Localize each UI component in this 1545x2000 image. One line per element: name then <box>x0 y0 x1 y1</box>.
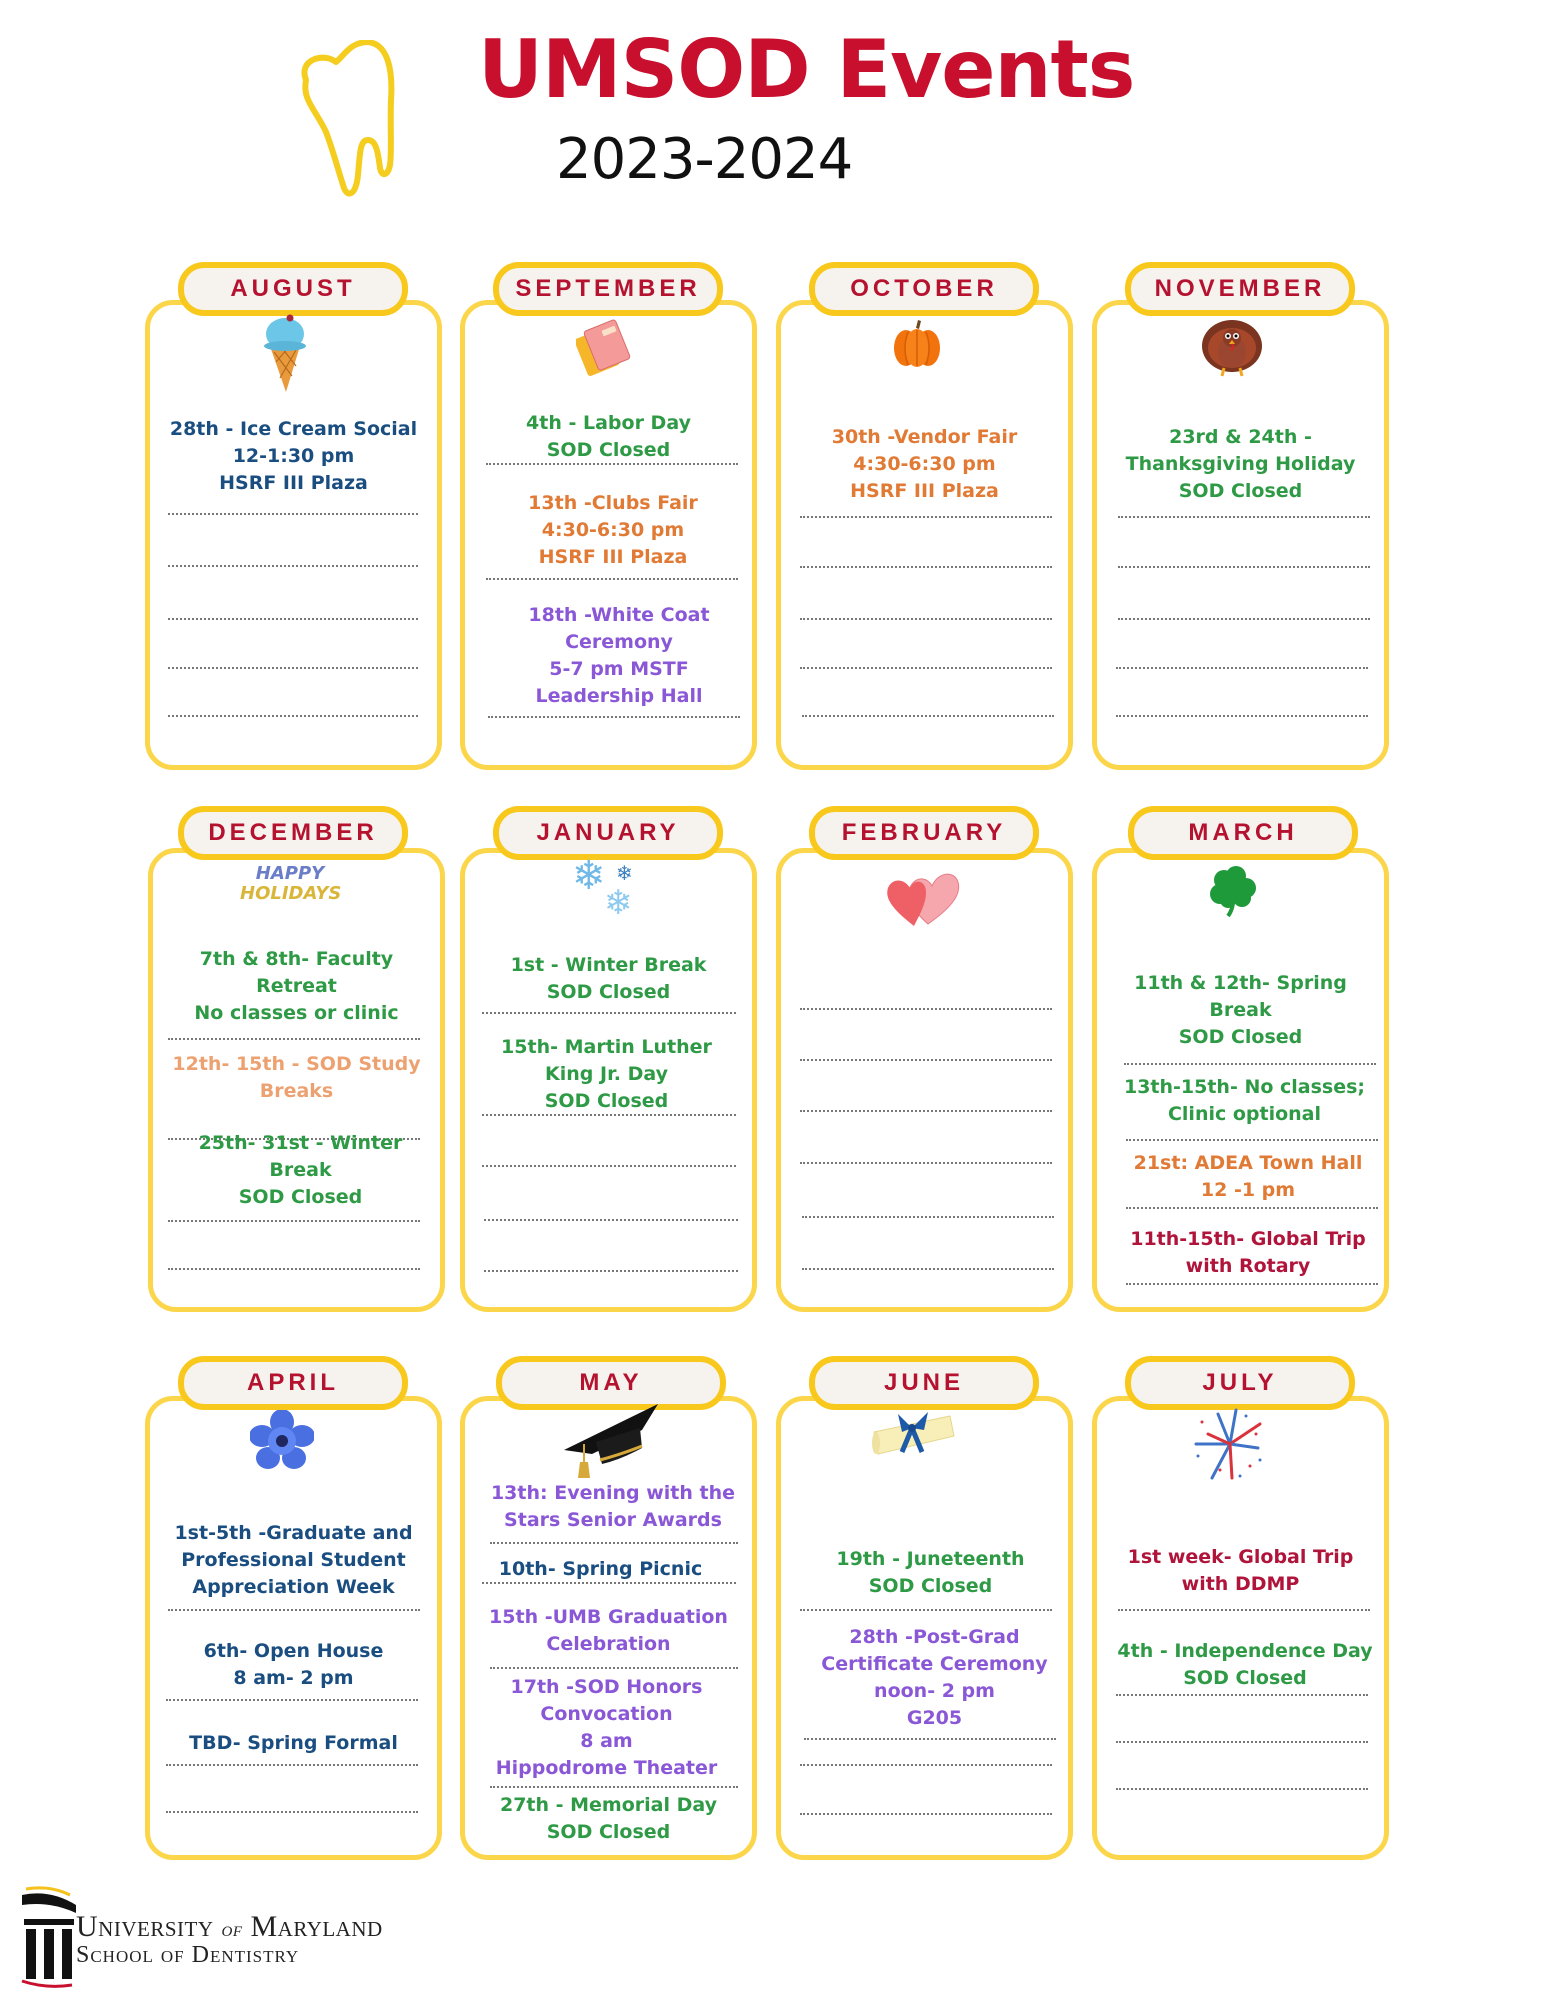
event-item: 1st-5th -Graduate and Professional Student Appreciation Week <box>174 1522 413 1598</box>
blue-flower-icon <box>250 1410 314 1470</box>
diploma-scroll-icon <box>872 1408 956 1462</box>
divider <box>168 1268 420 1270</box>
month-label: JULY <box>1125 1356 1355 1410</box>
divider <box>800 1059 1052 1061</box>
event-item: 15th -UMB Graduation Celebration <box>489 1606 728 1655</box>
divider <box>800 1110 1052 1112</box>
page-title: UMSOD Events <box>478 23 1135 116</box>
divider <box>1126 1139 1378 1141</box>
event-item: 13th-15th- No classes; Clinic optional <box>1123 1076 1366 1125</box>
divider <box>168 1038 420 1040</box>
month-label: APRIL <box>178 1356 408 1410</box>
turkey-icon <box>1200 318 1264 380</box>
event-item: 4th - Independence Day SOD Closed <box>1117 1640 1373 1689</box>
event-item: 13th: Evening with the Stars Senior Awards <box>490 1482 736 1531</box>
event-item: 27th - Memorial Day SOD Closed <box>499 1794 718 1843</box>
footer-school-name: School of Dentistry <box>76 1942 300 1968</box>
month-label: MARCH <box>1128 806 1358 860</box>
footer-university-name: University of Maryland <box>76 1910 383 1943</box>
divider <box>1116 1741 1368 1743</box>
month-label: OCTOBER <box>809 262 1039 316</box>
divider <box>482 1114 736 1116</box>
divider <box>486 463 738 465</box>
divider <box>482 1582 736 1584</box>
month-label: MAY <box>496 1356 726 1410</box>
fireworks-icon <box>1190 1406 1270 1486</box>
divider <box>1124 1063 1376 1065</box>
month-label: FEBRUARY <box>809 806 1039 860</box>
divider <box>168 565 418 567</box>
divider <box>1118 618 1370 620</box>
ice-cream-cone-icon <box>262 312 308 394</box>
divider <box>800 566 1052 568</box>
divider <box>490 1542 738 1544</box>
divider <box>166 1699 418 1701</box>
event-item: 18th -White Coat Ceremony 5-7 pm MSTF Leadership Hall <box>528 604 710 707</box>
divider <box>168 1220 420 1222</box>
event-item: 21st: ADEA Town Hall 12 -1 pm <box>1133 1152 1363 1201</box>
event-item: 10th- Spring Picnic <box>498 1558 703 1580</box>
event-item: 17th -SOD Honors Convocation 8 am Hippodrome Theater <box>495 1676 718 1779</box>
divider <box>1116 715 1368 717</box>
event-item: 4th - Labor Day SOD Closed <box>526 412 691 461</box>
divider <box>488 716 740 718</box>
event-item: 30th -Vendor Fair 4:30-6:30 pm HSRF III Plaza <box>831 426 1018 502</box>
divider <box>168 667 418 669</box>
divider <box>168 1609 420 1611</box>
event-item: 23rd & 24th - Thanksgiving Holiday SOD Closed <box>1125 426 1356 502</box>
divider <box>1118 566 1370 568</box>
divider <box>1118 516 1370 518</box>
divider <box>800 618 1052 620</box>
divider <box>484 1270 738 1272</box>
divider <box>800 1813 1052 1815</box>
hearts-icon <box>880 864 962 930</box>
month-label: DECEMBER <box>178 806 408 860</box>
divider <box>166 1764 418 1766</box>
month-label: AUGUST <box>178 262 408 316</box>
event-item: 11th-15th- Global Trip with Rotary <box>1130 1228 1366 1277</box>
divider <box>800 1162 1052 1164</box>
month-label: SEPTEMBER <box>493 262 723 316</box>
event-item: 19th - Juneteenth SOD Closed <box>836 1548 1025 1597</box>
divider <box>490 1786 738 1788</box>
event-item: 1st - Winter Break SOD Closed <box>510 954 707 1003</box>
tooth-outline-icon <box>288 40 418 200</box>
shamrock-icon <box>1208 866 1260 918</box>
divider <box>1126 1283 1378 1285</box>
divider <box>168 513 418 515</box>
event-item: 1st week- Global Trip with DDMP <box>1127 1546 1354 1595</box>
divider <box>168 618 418 620</box>
divider <box>800 1764 1052 1766</box>
divider <box>800 516 1052 518</box>
notebooks-icon <box>576 318 634 378</box>
divider <box>1116 1788 1368 1790</box>
event-item: 13th -Clubs Fair 4:30-6:30 pm HSRF III Plaza <box>528 492 698 568</box>
event-item: 28th - Ice Cream Social 12-1:30 pm HSRF III Plaza <box>169 418 418 494</box>
divider <box>1126 1207 1378 1209</box>
divider <box>800 667 1052 669</box>
divider <box>804 1738 1056 1740</box>
divider <box>486 578 738 580</box>
divider <box>168 715 418 717</box>
event-item: 25th- 31st - Winter Break SOD Closed <box>198 1132 403 1208</box>
divider <box>484 1219 738 1221</box>
divider <box>166 1811 418 1813</box>
month-label: NOVEMBER <box>1125 262 1355 316</box>
divider <box>802 1268 1054 1270</box>
university-pillars-logo-icon <box>20 1885 80 1990</box>
divider <box>800 1008 1052 1010</box>
event-item: 7th & 8th- Faculty Retreat No classes or clinic <box>194 948 399 1024</box>
event-item: 28th -Post-Grad Certificate Ceremony noon- 2 pm G205 <box>821 1626 1048 1729</box>
divider <box>1118 1609 1370 1611</box>
month-label: JANUARY <box>493 806 723 860</box>
event-item: 6th- Open House 8 am- 2 pm <box>203 1640 384 1689</box>
divider <box>800 1609 1052 1611</box>
page-subtitle-year: 2023-2024 <box>556 127 853 192</box>
divider <box>802 715 1054 717</box>
graduation-cap-icon <box>562 1402 658 1480</box>
divider <box>490 1667 738 1669</box>
event-item: 15th- Martin Luther King Jr. Day SOD Closed <box>501 1036 712 1112</box>
divider <box>802 1216 1054 1218</box>
event-item: TBD- Spring Formal <box>189 1732 398 1754</box>
divider <box>1116 667 1368 669</box>
month-label: JUNE <box>809 1356 1039 1410</box>
event-item: 11th & 12th- Spring Break SOD Closed <box>1134 972 1347 1048</box>
divider <box>482 1165 736 1167</box>
divider <box>482 1012 736 1014</box>
pumpkin-icon <box>892 318 942 370</box>
happy-holidays-icon: HAPPY HOLIDAYS <box>240 863 342 904</box>
divider <box>1116 1694 1368 1696</box>
snowflakes-icon: ❄ ❄ ❄ <box>572 854 633 922</box>
event-item: 12th- 15th - SOD Study Breaks <box>172 1053 421 1102</box>
